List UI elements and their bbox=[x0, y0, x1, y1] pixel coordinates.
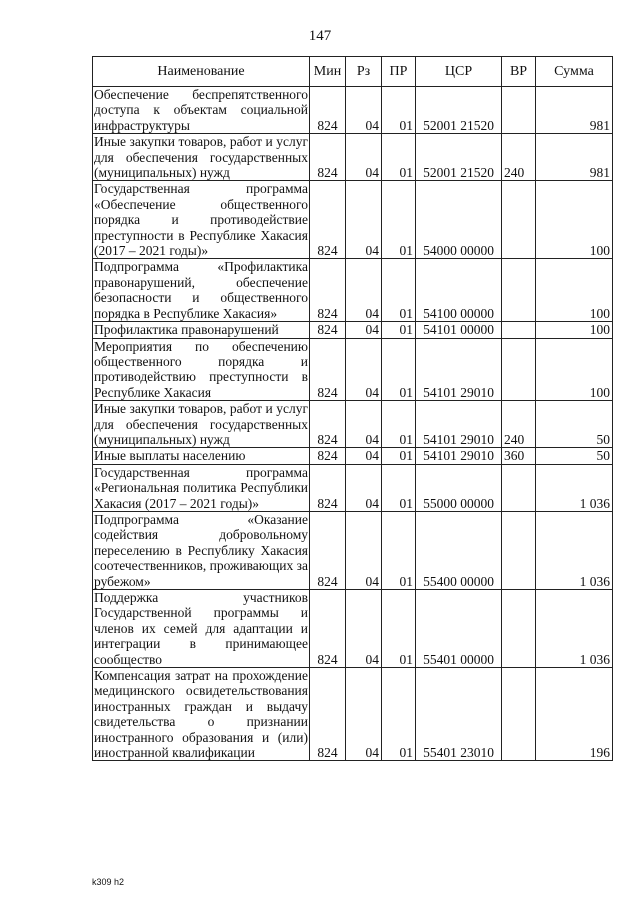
table-row bbox=[93, 590, 613, 668]
table-row bbox=[93, 87, 613, 134]
cell-pr: 01 bbox=[382, 259, 416, 322]
header-csr: ЦСР bbox=[416, 57, 502, 87]
header-rz: Рз bbox=[346, 57, 382, 87]
header-sum: Сумма bbox=[536, 57, 613, 87]
cell-csr: 55401 00000 bbox=[416, 590, 502, 668]
cell-min: 824 bbox=[310, 87, 346, 134]
cell-csr: 54101 00000 bbox=[416, 322, 502, 338]
cell-vr bbox=[502, 259, 536, 322]
cell-name: Обеспечение беспрепятственного доступа к объектам социальной инфраструктуры bbox=[94, 87, 308, 133]
cell-sum: 981 bbox=[536, 87, 613, 134]
cell-sum: 50 bbox=[536, 448, 613, 464]
cell-pr: 01 bbox=[382, 322, 416, 338]
cell-name: Иные закупки товаров, работ и услуг для обеспечения государственных (муниципальных) нужд bbox=[94, 401, 308, 447]
cell-vr bbox=[502, 590, 536, 668]
table-row bbox=[93, 448, 613, 464]
cell-sum: 1 036 bbox=[536, 511, 613, 589]
cell-pr: 01 bbox=[382, 590, 416, 668]
cell-rz: 04 bbox=[346, 448, 382, 464]
cell-csr: 55401 23010 bbox=[416, 668, 502, 761]
budget-table bbox=[92, 56, 613, 761]
cell-sum: 196 bbox=[536, 668, 613, 761]
cell-csr: 54101 29010 bbox=[416, 338, 502, 401]
cell-vr bbox=[502, 322, 536, 338]
cell-vr bbox=[502, 87, 536, 134]
table-row bbox=[93, 464, 613, 511]
cell-vr: 240 bbox=[502, 134, 536, 181]
table-row bbox=[93, 401, 613, 448]
cell-min: 824 bbox=[310, 448, 346, 464]
cell-sum: 1 036 bbox=[536, 464, 613, 511]
cell-sum: 100 bbox=[536, 181, 613, 259]
cell-pr: 01 bbox=[382, 448, 416, 464]
cell-rz: 04 bbox=[346, 464, 382, 511]
table-row bbox=[93, 511, 613, 589]
cell-vr bbox=[502, 338, 536, 401]
cell-pr: 01 bbox=[382, 668, 416, 761]
cell-name: Мероприятия по обеспечению общественного порядка и противодействию преступности в Республике Хакасия bbox=[94, 338, 308, 400]
cell-rz: 04 bbox=[346, 134, 382, 181]
cell-min: 824 bbox=[310, 590, 346, 668]
cell-name: Поддержка участников Государственной программы и членов их семей для адаптации и интеграции в принимающее сообщество bbox=[94, 590, 308, 667]
cell-csr: 54100 00000 bbox=[416, 259, 502, 322]
cell-pr: 01 bbox=[382, 511, 416, 589]
cell-rz: 04 bbox=[346, 668, 382, 761]
cell-csr: 54101 29010 bbox=[416, 401, 502, 448]
cell-min: 824 bbox=[310, 511, 346, 589]
cell-sum: 100 bbox=[536, 259, 613, 322]
table-header-row bbox=[93, 57, 613, 87]
cell-name: Государственная программа «Обеспечение общественного порядка и противодействие преступности в Республике Хакасия (2017 – 2021 годы)» bbox=[94, 181, 308, 259]
cell-min: 824 bbox=[310, 322, 346, 338]
cell-rz: 04 bbox=[346, 181, 382, 259]
header-min: Мин bbox=[310, 57, 346, 87]
cell-rz: 04 bbox=[346, 87, 382, 134]
cell-name: Профилактика правонарушений bbox=[93, 322, 310, 338]
cell-min: 824 bbox=[310, 338, 346, 401]
cell-csr: 55000 00000 bbox=[416, 464, 502, 511]
cell-min: 824 bbox=[310, 464, 346, 511]
cell-rz: 04 bbox=[346, 511, 382, 589]
cell-pr: 01 bbox=[382, 87, 416, 134]
cell-min: 824 bbox=[310, 134, 346, 181]
cell-sum: 100 bbox=[536, 322, 613, 338]
cell-rz: 04 bbox=[346, 338, 382, 401]
cell-sum: 981 bbox=[536, 134, 613, 181]
cell-name: Иные выплаты населению bbox=[93, 448, 310, 464]
table-row bbox=[93, 134, 613, 181]
cell-sum: 50 bbox=[536, 401, 613, 448]
cell-name: Подпрограмма «Профилактика правонарушений, обеспечение безопасности и общественного порядка в Республике Хакасия» bbox=[94, 259, 308, 321]
cell-vr bbox=[502, 464, 536, 511]
cell-rz: 04 bbox=[346, 322, 382, 338]
cell-sum: 1 036 bbox=[536, 590, 613, 668]
cell-pr: 01 bbox=[382, 338, 416, 401]
cell-min: 824 bbox=[310, 181, 346, 259]
cell-vr bbox=[502, 668, 536, 761]
cell-name: Государственная программа «Региональная политика Республики Хакасия (2017 – 2021 годы)» bbox=[94, 464, 308, 511]
cell-rz: 04 bbox=[346, 259, 382, 322]
cell-pr: 01 bbox=[382, 464, 416, 511]
cell-pr: 01 bbox=[382, 134, 416, 181]
table-body bbox=[93, 87, 613, 761]
cell-rz: 04 bbox=[346, 590, 382, 668]
cell-rz: 04 bbox=[346, 401, 382, 448]
cell-vr bbox=[502, 181, 536, 259]
cell-vr: 360 bbox=[502, 448, 536, 464]
cell-vr: 240 bbox=[502, 401, 536, 448]
page-number: 147 bbox=[308, 28, 332, 44]
table-row bbox=[93, 322, 613, 338]
cell-vr bbox=[502, 511, 536, 589]
cell-min: 824 bbox=[310, 668, 346, 761]
header-name: Наименование bbox=[93, 57, 310, 87]
cell-csr: 54000 00000 bbox=[416, 181, 502, 259]
cell-name: Иные закупки товаров, работ и услуг для обеспечения государственных (муниципальных) нужд bbox=[94, 134, 308, 181]
cell-csr: 55400 00000 bbox=[416, 511, 502, 589]
cell-pr: 01 bbox=[382, 181, 416, 259]
cell-min: 824 bbox=[310, 401, 346, 448]
footer-code: k309 h2 bbox=[92, 877, 125, 887]
cell-name: Подпрограмма «Оказание содействия добровольному переселению в Республику Хакасия соотечественников, проживающих за рубежом» bbox=[94, 511, 308, 589]
table-row bbox=[93, 338, 613, 401]
cell-csr: 52001 21520 bbox=[416, 134, 502, 181]
table-row bbox=[93, 668, 613, 761]
cell-pr: 01 bbox=[382, 401, 416, 448]
cell-min: 824 bbox=[310, 259, 346, 322]
cell-sum: 100 bbox=[536, 338, 613, 401]
header-vr: ВР bbox=[502, 57, 536, 87]
header-pr: ПР bbox=[382, 57, 416, 87]
cell-csr: 54101 29010 bbox=[416, 448, 502, 464]
cell-csr: 52001 21520 bbox=[416, 87, 502, 134]
table-row bbox=[93, 181, 613, 259]
table-row bbox=[93, 259, 613, 322]
cell-name: Компенсация затрат на прохождение медицинского освидетельствования иностранных граждан и выдачу свидетельства о признании иностранного образования и (или) иностранной квалификации bbox=[94, 668, 308, 761]
